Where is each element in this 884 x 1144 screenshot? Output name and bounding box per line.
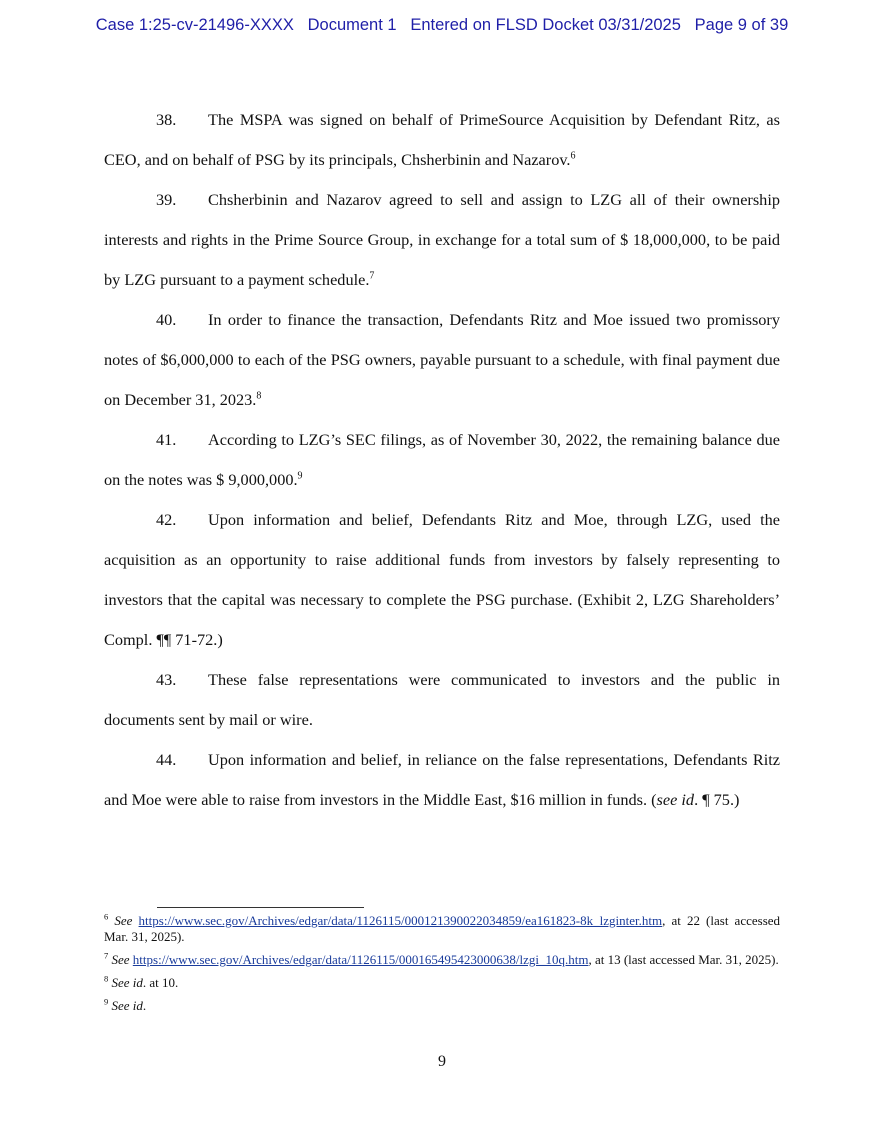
footnote-ref: 9: [297, 470, 303, 482]
paragraph-41: [104, 420, 780, 500]
page-number: 9: [438, 1053, 446, 1070]
paragraph-text: Upon information and belief, Defendants Ritz and Moe, through LZG, used the acquisition as an opportunity to raise additional funds from investors by falsely representing to investors that the capital was necessary to complete the PSG purchase. (Exhibit 2, LZG Shareholders’ Compl. ¶¶ 71-72.): [104, 510, 780, 649]
footnote-ref: 6: [570, 150, 576, 162]
footnote-number: 8: [104, 973, 109, 984]
footnote-ref: 7: [369, 270, 375, 282]
complaint-body: [104, 100, 780, 820]
paragraph-44: [104, 740, 780, 820]
paragraph-number: 42.: [156, 510, 177, 529]
paragraph-text: According to LZG’s SEC filings, as of November 30, 2022, the remaining balance due on the notes was $ 9,000,000.: [104, 430, 780, 489]
paragraph-text: These false representations were communicated to investors and the public in documents sent by mail or wire.: [104, 670, 780, 729]
footnote-text: , at 22 (last accessed Mar. 31, 2025).: [104, 913, 781, 944]
paragraph-number: 39.: [156, 190, 177, 209]
paragraph-number: 38.: [156, 110, 177, 129]
paragraph-text: The MSPA was signed on behalf of PrimeSource Acquisition by Defendant Ritz, as CEO, and on behalf of PSG by its principals, Chsherbinin and Nazarov.: [104, 110, 780, 169]
paragraph-42: [104, 500, 780, 660]
citation-signal: See id: [111, 975, 143, 990]
paragraph-text: . ¶ 75.): [694, 790, 740, 809]
paragraph-43: [104, 660, 780, 740]
footnote-9: [104, 998, 780, 1014]
footnote-number: 7: [104, 950, 109, 961]
footnote-divider: [157, 907, 364, 908]
footnote-link[interactable]: https://www.sec.gov/Archives/edgar/data/1126115/000165495423000638/lzgi_10q.htm: [132, 952, 589, 967]
citation-signal: See: [111, 952, 130, 967]
case-header: Case 1:25-cv-21496-XXXX Document 1 Entered on FLSD Docket 03/31/2025 Page 9 of 39: [95, 16, 789, 34]
paragraph-number: 40.: [156, 310, 177, 329]
paragraph-38: [104, 100, 780, 180]
paragraph-number: 41.: [156, 430, 177, 449]
footnote-text: . at 10.: [142, 975, 179, 990]
citation-italic: see id: [656, 790, 695, 809]
footnote-number: 6: [104, 911, 109, 922]
paragraph-39: [104, 180, 780, 300]
footnote-text: , at 13 (last accessed Mar. 31, 2025).: [588, 952, 779, 967]
paragraph-text: Upon information and belief, in reliance on the false representations, Defendants Ritz and Moe were able to raise from investors in the Middle East, $16 million in funds. (: [104, 750, 780, 809]
footnote-8: [104, 975, 780, 991]
footnote-7: [104, 952, 780, 968]
citation-signal: See: [114, 913, 133, 928]
footnote-link[interactable]: https://www.sec.gov/Archives/edgar/data/1126115/000121390022034859/ea161823-8k_lzginter.htm: [138, 913, 663, 928]
paragraph-40: [104, 300, 780, 420]
footnote-number: 9: [104, 996, 109, 1007]
paragraph-number: 44.: [156, 750, 177, 769]
paragraph-text: In order to finance the transaction, Defendants Ritz and Moe issued two promissory notes of $6,000,000 to each of the PSG owners, payable pursuant to a schedule, with final payment due on December 31, 2023.: [104, 310, 780, 409]
footnote-ref: 8: [256, 390, 262, 402]
paragraph-number: 43.: [156, 670, 177, 689]
footnote-6: [104, 913, 780, 945]
footnotes: [104, 913, 780, 1021]
paragraph-text: Chsherbinin and Nazarov agreed to sell and assign to LZG all of their ownership interests and rights in the Prime Source Group, in exchange for a total sum of $ 18,000,000, to be paid by LZG pursuant to a payment schedule.: [104, 190, 780, 289]
footnote-text: .: [142, 998, 147, 1013]
citation-signal: See id: [111, 998, 143, 1013]
